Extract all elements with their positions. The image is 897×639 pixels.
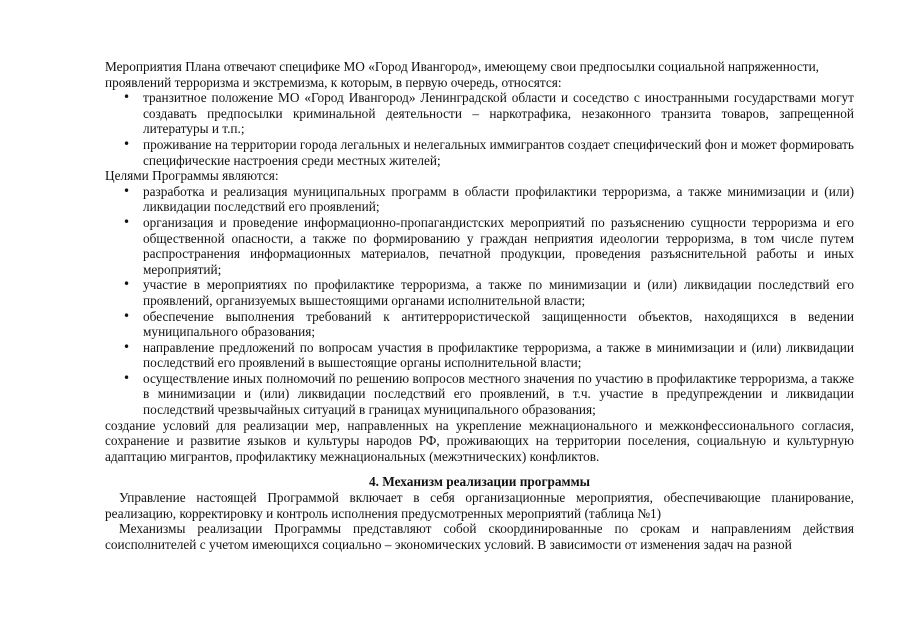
section-paragraph-1: Управление настоящей Программой включает в себя организационные мероприятия, обеспечивающие планирование, реализацию, корректировку и контроль исполнения предусмотренных мероприятий (таблица №1) <box>105 490 854 521</box>
goals-title: Целями Программы являются: <box>105 168 279 184</box>
goals-list <box>105 184 854 418</box>
intro-paragraph: Мероприятия Плана отвечают специфике МО «Город Ивангород», имеющему свои предпосылки социальной напряженности, проявлений терроризма и экстремизма, к которым, в первую очередь, относятся: <box>105 59 820 90</box>
list-item: • обеспечение выполнения требований к антитеррористической защищенности объектов, находящихся в ведении муниципального образования; <box>143 309 854 340</box>
section-heading: 4. Механизм реализации программы <box>368 474 591 490</box>
list-item: • осуществление иных полномочий по решению вопросов местного значения по участию в профилактике терроризма, а также в минимизации и (или) ликвидации последствий его проявлений, в т.ч. участие в предупреждении и ликвидации последствий чрезвычайных ситуаций в границах муниципального образования; <box>143 371 854 418</box>
list-item: • участие в мероприятиях по профилактике терроризма, а также по минимизации и (или) ликвидации последствий его проявлений, организуемых вышестоящими органами исполнительной власти; <box>143 277 854 308</box>
list-item: • транзитное положение МО «Город Ивангород» Ленинградской области и соседство с иностранными государствами могут создавать предпосылки криминальной деятельности – наркотрафика, незаконного транзита товаров, запрещенной литературы и т.п.; <box>143 90 854 137</box>
list-item: • направление предложений по вопросам участия в профилактике терроризма, а также в минимизации и (или) ликвидации последствий его проявлений в вышестоящие органы исполнительной власти; <box>143 340 854 371</box>
section-paragraph-2: Механизмы реализации Программы представляют собой скоординированные по срокам и направлениям действия соисполнителей с учетом имеющихся социально – экономических условий. В зависимости от изменения задач на разной <box>105 521 854 552</box>
risk-list <box>105 90 854 168</box>
list-item: • организация и проведение информационно-пропагандистских мероприятий по разъяснению сущности терроризма и его общественной опасности, а также по формированию у граждан неприятия идеологии терроризма, в том числе путем распространения информационных материалов, печатной продукции, проведения разъяснительной работы и иных мероприятий; <box>143 215 854 277</box>
list-item: • разработка и реализация муниципальных программ в области профилактики терроризма, а также минимизации и (или) ликвидации последствий его проявлений; <box>143 184 854 215</box>
conditions-paragraph: создание условий для реализации мер, направленных на укрепление межнационального и межконфессионального согласия, сохранение и развитие языков и культуры народов РФ, проживающих на территории поселения, социальную и культурную адаптацию мигрантов, профилактику межнациональных (межэтнических) конфликтов. <box>105 417 854 464</box>
list-item: • проживание на территории города легальных и нелегальных иммигрантов создает специфический фон и может формировать специфические настроения среди местных жителей; <box>143 137 854 168</box>
